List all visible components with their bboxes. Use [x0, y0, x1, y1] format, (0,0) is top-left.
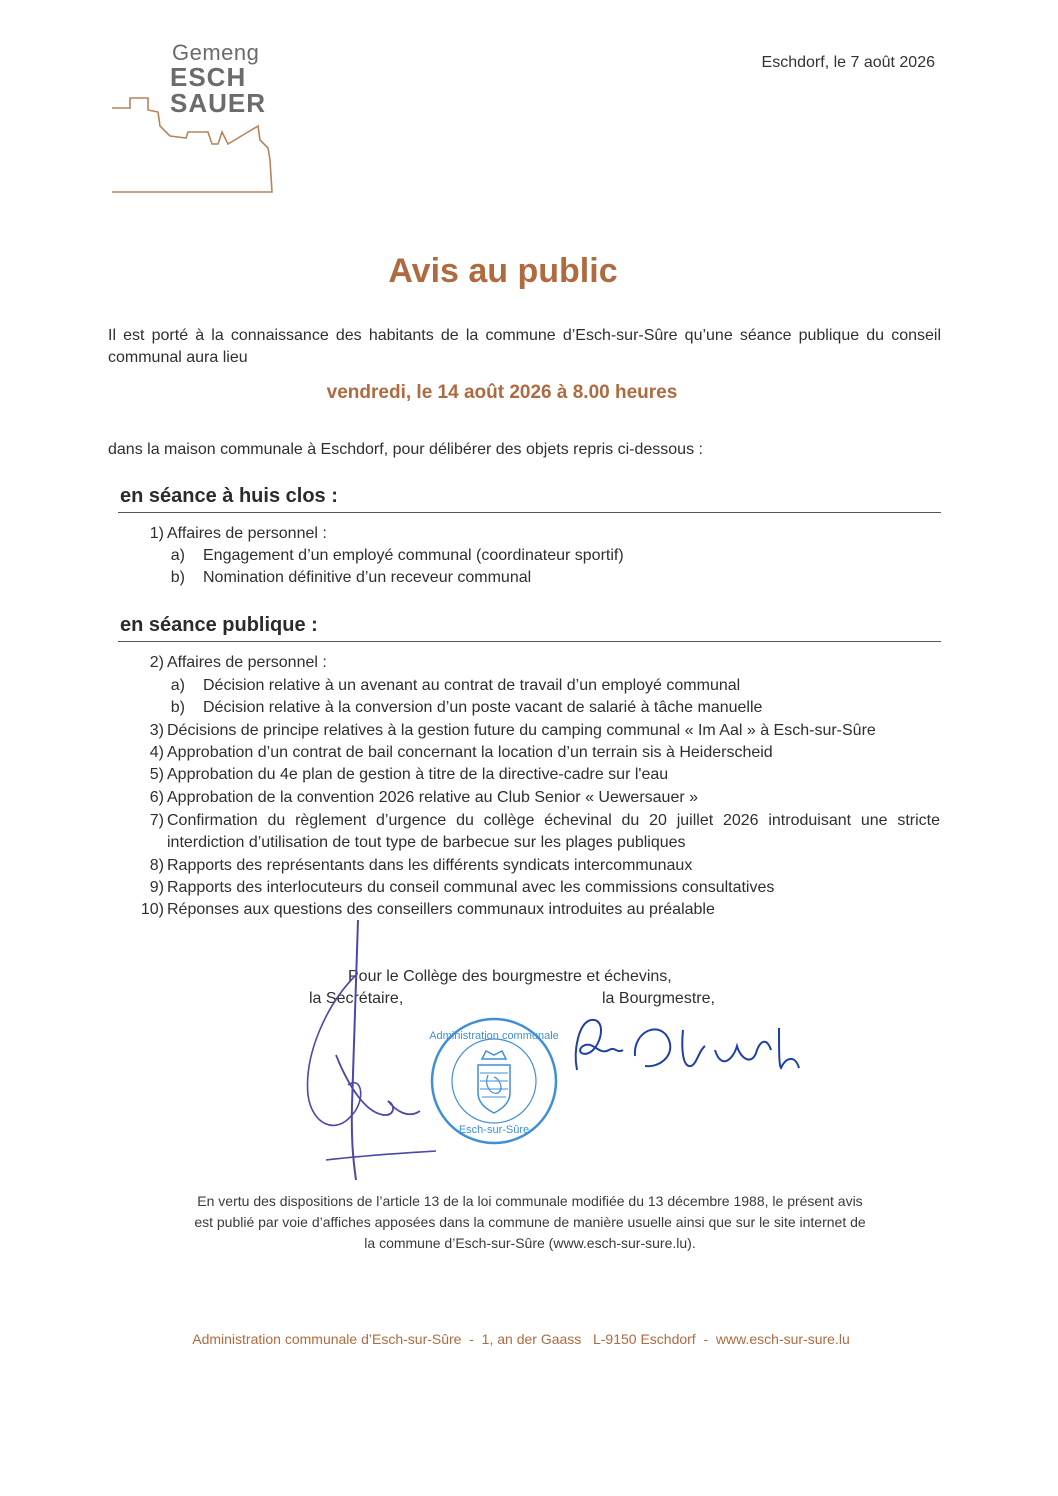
agenda-item-number: 1)	[149, 525, 164, 542]
agenda-item	[120, 899, 940, 921]
agenda-item-text: Affaires de personnel :	[167, 525, 327, 542]
logo-text-esch: ESCH	[170, 62, 247, 92]
agenda-item-number: 9)	[149, 879, 164, 896]
legal-line: est publié par voie d’affiches apposées dans la commune de manière usuelle ainsi que sur le site internet de	[194, 1214, 866, 1230]
agenda-item-text: Rapports des représentants dans les différents syndicats intercommunaux	[167, 857, 693, 874]
agenda-item	[120, 810, 940, 854]
agenda-item	[120, 742, 940, 764]
section-divider	[118, 641, 941, 642]
agenda-subitem-text: Engagement d’un employé communal (coordinateur sportif)	[203, 547, 624, 564]
signature-heading: Pour le Collège des bourgmestre et échevins,	[348, 968, 672, 985]
logo-text-gemeng: Gemeng	[172, 40, 260, 65]
intro-paragraph: Il est porté à la connaissance des habitants de la commune d’Esch-sur-Sûre qu’une séance publique du conseil communal aura lieu	[108, 327, 941, 366]
official-stamp	[428, 1015, 560, 1147]
agenda-item-text: Affaires de personnel :	[167, 654, 327, 671]
legal-line: En vertu des dispositions de l’article 13 de la loi communale modifiée du 13 décembre 1988, le présent avis	[197, 1193, 863, 1209]
page-footer: Administration communale d’Esch-sur-Sûre - 1, an der Gaass L-9150 Eschdorf - www.esch-sur-sure.lu	[192, 1331, 850, 1347]
logo-text-sauer: SAUER	[170, 88, 267, 118]
section-divider	[118, 512, 941, 513]
agenda-item-text: Décisions de principe relatives à la gestion future du camping communal « Im Aal » à Esch-sur-Sûre	[167, 722, 876, 739]
agenda-item-number: 6)	[149, 789, 164, 806]
agenda-item-number: 7)	[149, 812, 164, 829]
agenda-item-number: 2)	[149, 654, 164, 671]
agenda-subitem	[165, 697, 925, 719]
agenda-item	[120, 787, 940, 809]
agenda-item	[120, 523, 920, 545]
agenda-item-text: Réponses aux questions des conseillers communaux introduites au préalable	[167, 901, 715, 918]
meeting-date: vendredi, le 14 août 2026 à 8.00 heures	[326, 382, 678, 403]
agenda-subitem-letter: a)	[170, 547, 185, 564]
stamp-text-bottom: Esch-sur-Sûre	[458, 1124, 530, 1136]
agenda-item-text: Rapports des interlocuteurs du conseil communal avec les commissions consultatives	[167, 879, 775, 896]
public-session-title: en séance publique :	[120, 614, 318, 636]
agenda-item	[120, 877, 940, 899]
legal-notice	[150, 1191, 910, 1254]
agenda-subitem-text: Décision relative à la conversion d’un poste vacant de salarié à tâche manuelle	[203, 699, 763, 716]
agenda-item-text-continued: interdiction d’utilisation de tout type de barbecue sur les plages publiques	[167, 834, 686, 851]
document-date: Eschdorf, le 7 août 2026	[761, 54, 935, 71]
agenda-item	[120, 720, 940, 742]
mayor-label: la Bourgmestre,	[602, 990, 715, 1007]
agenda-item-text: Approbation de la convention 2026 relative au Club Senior « Uewersauer »	[167, 789, 699, 806]
secretary-signature	[296, 915, 446, 1185]
stamp-text-top: Administration communale	[429, 1030, 559, 1042]
agenda-subitem	[165, 545, 925, 567]
agenda-subitem-text: Nomination définitive d’un receveur communal	[203, 569, 532, 586]
agenda-subitem-letter: b)	[170, 569, 185, 586]
agenda-item	[120, 652, 920, 674]
agenda-item-number: 4)	[149, 744, 164, 761]
agenda-item-text: Confirmation du règlement d’urgence du collège échevinal du 20 juillet 2026 introduisant une stricte	[167, 812, 940, 829]
agenda-subitem	[165, 675, 925, 697]
agenda-item-text: Approbation d’un contrat de bail concernant la location d’un terrain sis à Heiderscheid	[167, 744, 773, 761]
agenda-item-number: 8)	[149, 857, 164, 874]
agenda-item-text: Approbation du 4e plan de gestion à titre de la directive-cadre sur l'eau	[167, 766, 669, 783]
venue-paragraph: dans la maison communale à Eschdorf, pour délibérer des objets repris ci-dessous :	[108, 441, 703, 458]
page-title: Avis au public	[388, 252, 618, 290]
secretary-label: la Secrétaire,	[309, 990, 404, 1007]
agenda-subitem	[165, 567, 925, 589]
closed-session-title: en séance à huis clos :	[120, 485, 338, 507]
mayor-signature	[565, 1010, 815, 1090]
agenda-item-number: 10)	[140, 901, 164, 918]
agenda-item	[120, 764, 940, 786]
legal-line: la commune d’Esch-sur-Sûre (www.esch-sur-sure.lu).	[364, 1235, 696, 1251]
agenda-item	[120, 855, 940, 877]
agenda-subitem-letter: b)	[170, 699, 185, 716]
agenda-item-number: 5)	[149, 766, 164, 783]
agenda-subitem-text: Décision relative à un avenant au contrat de travail d’un employé communal	[203, 677, 741, 694]
commune-logo	[108, 40, 278, 198]
agenda-item-number: 3)	[149, 722, 164, 739]
agenda-subitem-letter: a)	[170, 677, 185, 694]
